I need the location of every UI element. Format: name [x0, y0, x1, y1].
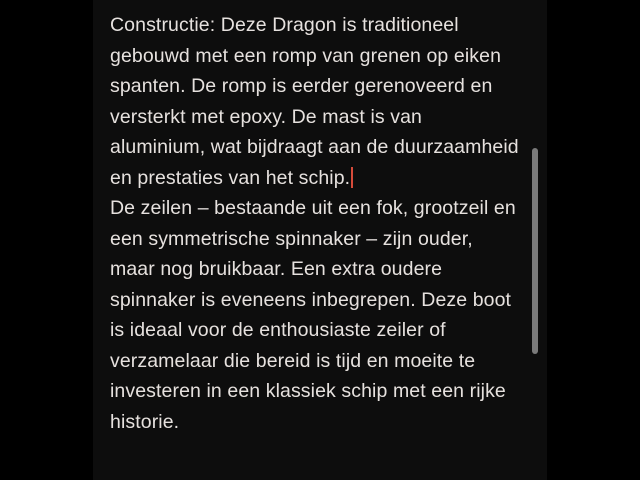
scrollbar-thumb[interactable]	[532, 148, 538, 354]
left-gutter	[0, 0, 93, 480]
paragraph-construction-text: Constructie: Deze Dragon is traditioneel gebouwd met een romp van grenen op eiken spanten. De romp is eerder gerenoveerd en versterkt met epoxy. De mast is van aluminium, wat bijdraagt aan de duurzaamheid en prestaties van het schip.	[110, 14, 525, 189]
text-editor-panel[interactable]	[93, 0, 547, 480]
paragraph-sails[interactable]: De zeilen – bestaande uit een fok, grootzeil en een symmetrische spinnaker – zijn ouder, maar nog bruikbaar. Een extra oudere spinnaker is eveneens inbegrepen. Deze boot is ideaal voor de enthousiaste zeiler of verzamelaar die bereid is tijd en moeite te investeren in een klassiek schip met een rijke historie.	[110, 197, 522, 433]
paragraph-construction[interactable]	[110, 10, 525, 193]
right-gutter	[547, 0, 640, 480]
text-caret	[351, 167, 353, 188]
